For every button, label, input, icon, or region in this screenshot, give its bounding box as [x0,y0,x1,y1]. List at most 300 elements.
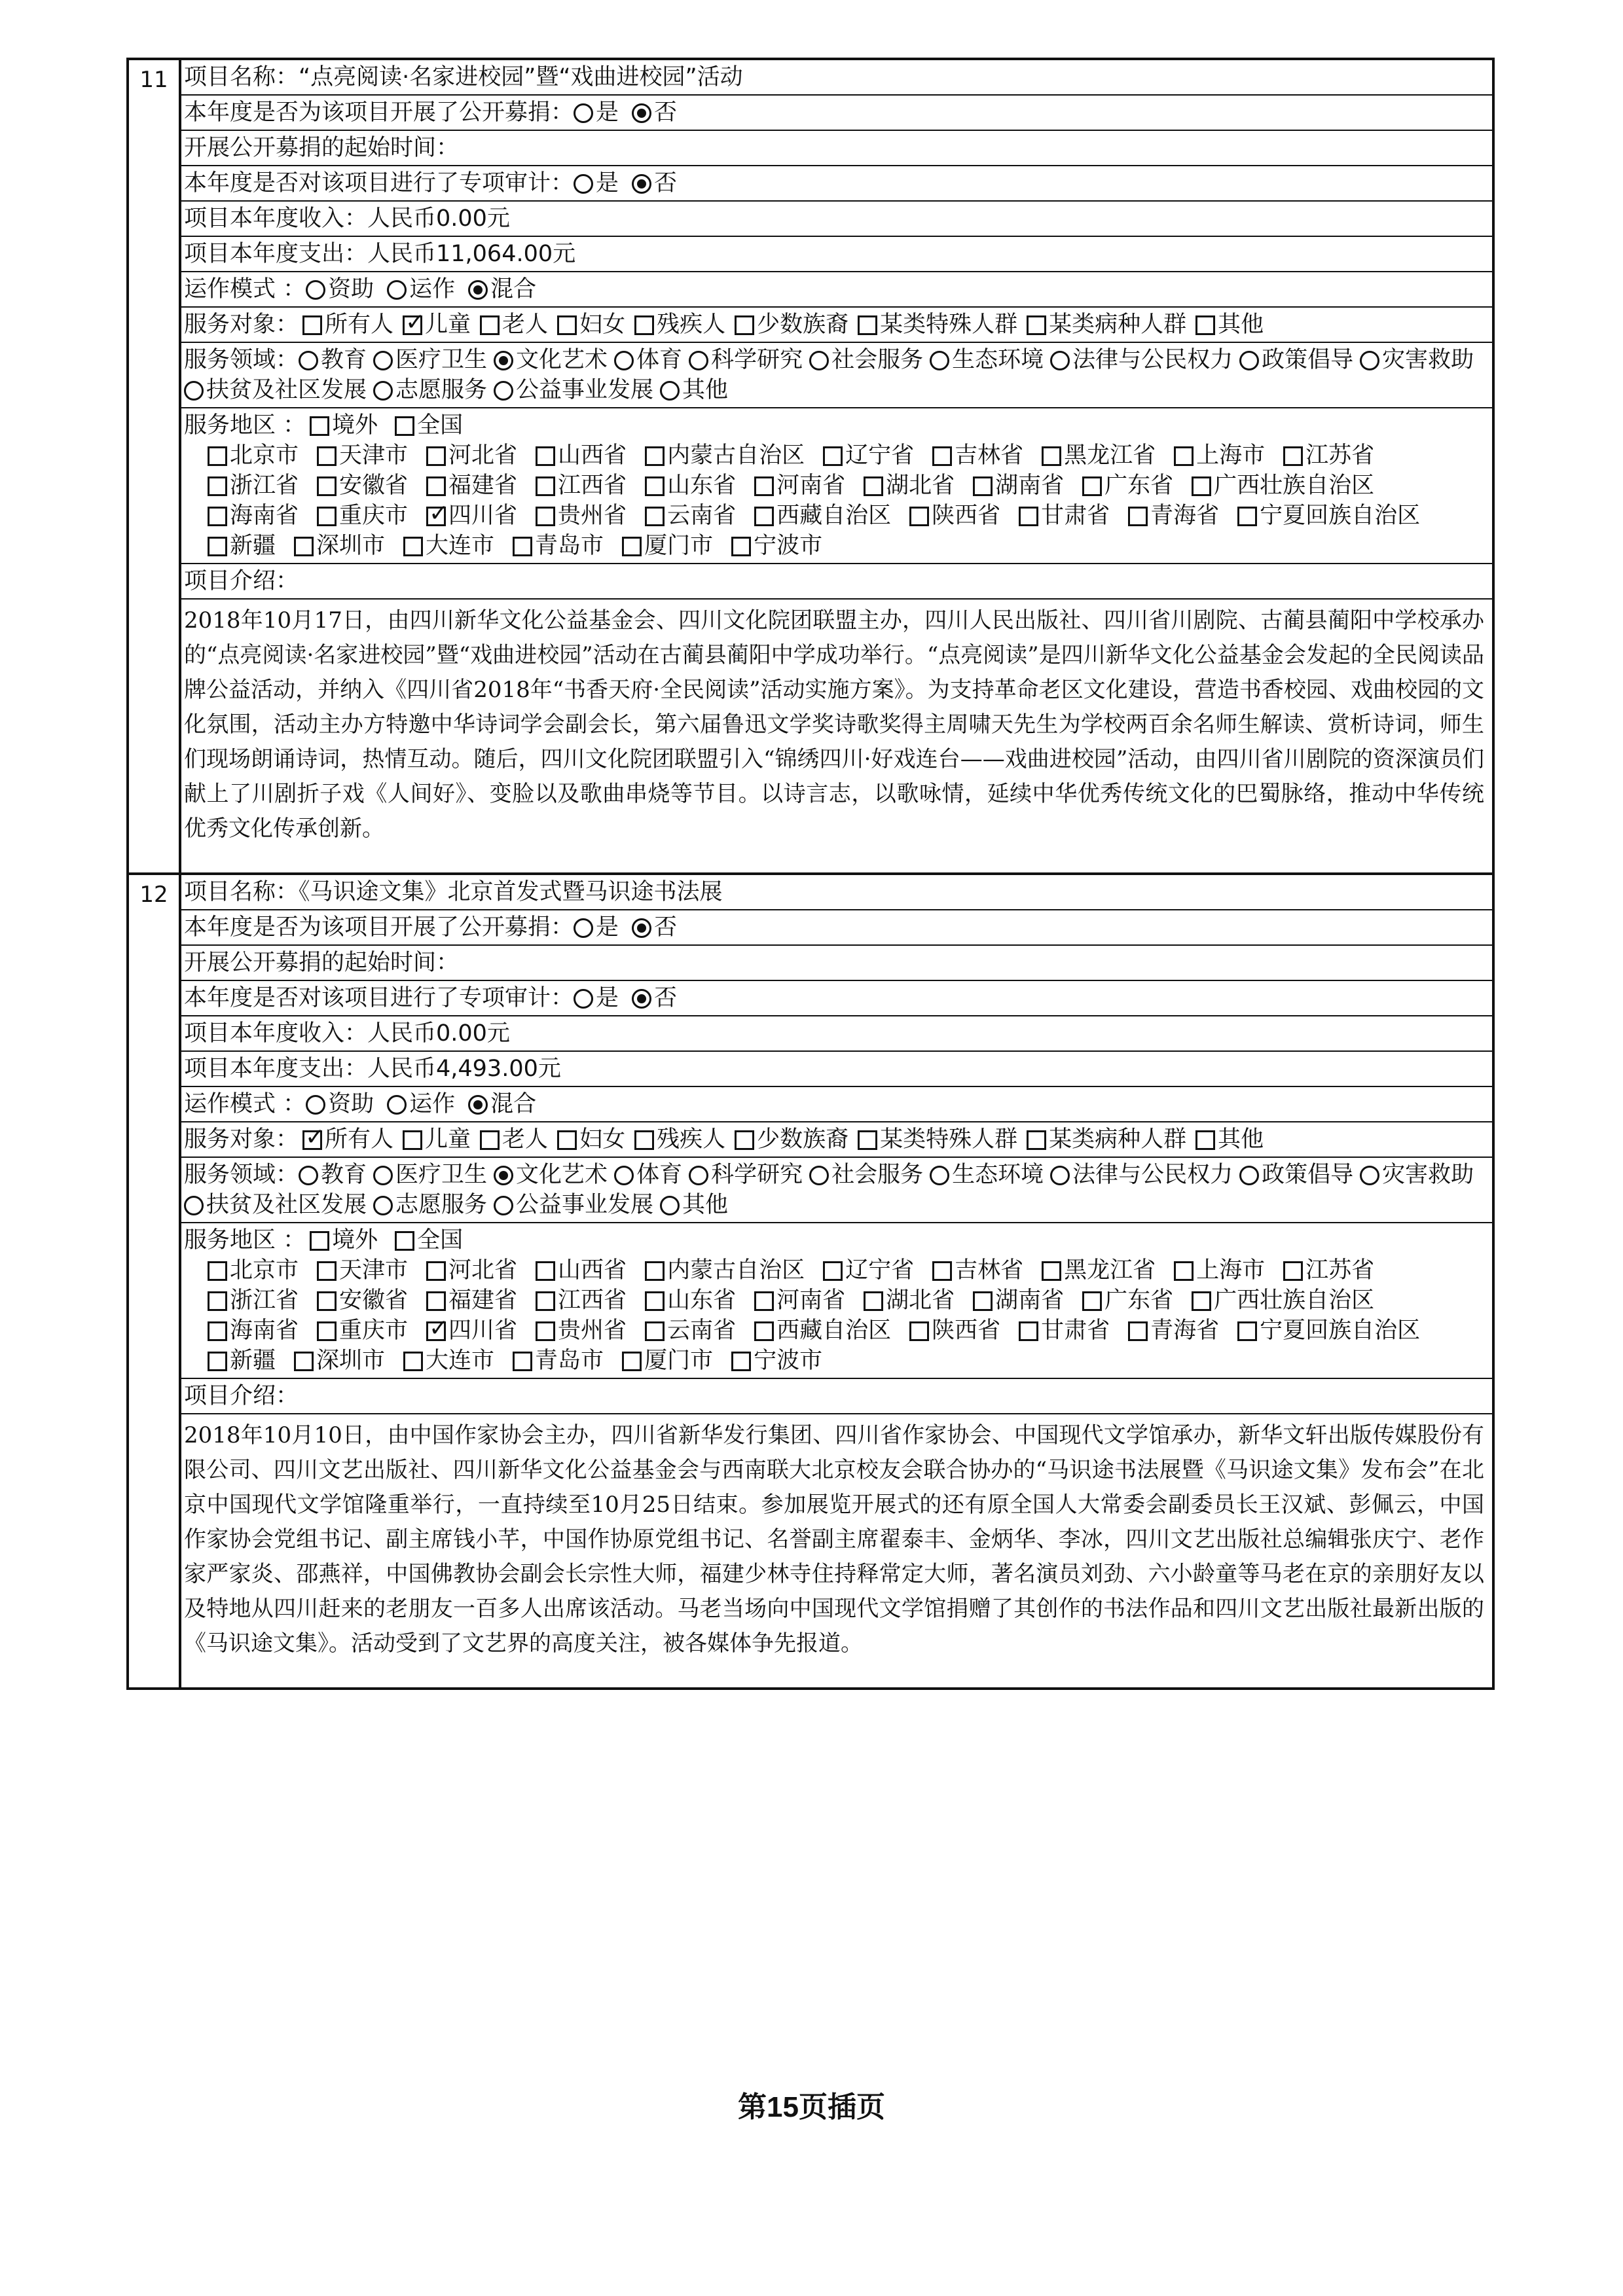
region-option[interactable] [905,1316,1000,1346]
radio-icon[interactable] [930,1166,949,1185]
radio-yes-icon[interactable] [574,103,593,123]
checkbox-icon[interactable] [622,537,642,556]
service-field-option[interactable] [660,1190,728,1220]
checkbox-icon[interactable] [294,537,314,556]
checkbox-icon[interactable] [973,476,993,496]
radio-icon[interactable] [1050,1166,1070,1185]
checkbox-icon[interactable] [1283,1261,1303,1281]
region-option[interactable] [928,1255,1023,1285]
checkbox-icon[interactable] [1019,507,1038,526]
region-option[interactable] [1170,440,1265,471]
service-field-option[interactable] [689,345,803,375]
region-option[interactable] [750,1285,845,1316]
checkbox-icon[interactable] [208,446,227,466]
service-target-option-label: 某类特殊人群 [880,312,1018,338]
checkbox-icon[interactable] [909,507,929,526]
service-field-option[interactable] [494,375,653,405]
service-field-option[interactable] [1360,1160,1474,1190]
region-option[interactable] [819,440,914,471]
radio-icon[interactable] [387,1095,407,1115]
region-option[interactable] [1015,1316,1110,1346]
region-option[interactable] [204,1316,299,1346]
checkbox-icon[interactable] [858,315,877,335]
checkbox-icon[interactable] [403,537,423,556]
checkbox-icon[interactable] [645,1321,665,1341]
region-option-label: 深圳市 [316,1348,386,1374]
region-option[interactable] [641,440,805,471]
audit-option-no[interactable] [632,168,677,198]
checkbox-icon[interactable] [536,507,555,526]
region-option[interactable] [641,1255,805,1285]
service-target-option[interactable] [1192,1124,1264,1155]
checkbox-icon[interactable] [1283,446,1303,466]
radio-icon[interactable] [1239,351,1259,370]
region-option[interactable] [532,471,627,501]
checkbox-icon[interactable] [426,1291,446,1311]
region-option[interactable] [1279,440,1374,471]
service-field-option[interactable] [184,1190,367,1220]
region-option[interactable] [618,1346,713,1376]
checkbox-icon[interactable] [754,476,774,496]
checkbox-icon[interactable] [557,1130,577,1150]
region-option[interactable] [422,1316,517,1346]
radio-icon[interactable] [184,1196,204,1215]
service-target-option[interactable] [731,1124,848,1155]
checkbox-icon[interactable] [1019,1321,1038,1341]
checkbox-icon[interactable] [208,476,227,496]
region-option[interactable] [290,1346,385,1376]
radio-icon[interactable] [689,1166,708,1185]
region-option[interactable] [1188,471,1374,501]
checkbox-icon[interactable] [1195,315,1215,335]
region-option[interactable] [509,531,604,561]
radio-icon[interactable] [494,351,513,370]
radio-icon[interactable] [184,381,204,401]
operation-mode-option[interactable] [306,1089,374,1119]
radio-icon[interactable] [299,1166,318,1185]
checkbox-icon[interactable] [536,1291,555,1311]
operation-mode-option[interactable] [306,274,374,304]
service-field-option[interactable] [614,1160,682,1190]
checkbox-icon[interactable] [1192,1291,1211,1311]
checkbox-icon[interactable] [823,1261,843,1281]
checkbox-icon[interactable] [317,1291,337,1311]
checkbox-icon[interactable] [426,446,446,466]
region-option[interactable] [422,440,517,471]
checkbox-icon[interactable] [208,507,227,526]
checkbox-icon[interactable] [536,1261,555,1281]
region-option[interactable] [532,1285,627,1316]
checkbox-icon[interactable] [426,476,446,496]
radio-yes-icon[interactable] [574,918,593,938]
region-option[interactable] [641,1285,736,1316]
service-field-option[interactable] [1239,345,1353,375]
radio-no-icon[interactable] [632,989,651,1009]
checkbox-icon[interactable] [317,476,337,496]
region-option[interactable] [290,531,385,561]
region-option-label: 山西省 [558,442,627,469]
checkbox-icon[interactable] [858,1130,877,1150]
region-option[interactable] [750,501,891,531]
region-option[interactable] [641,501,736,531]
service-field-option[interactable] [373,1190,487,1220]
operation-mode-option[interactable] [387,274,455,304]
radio-icon[interactable] [468,1095,488,1115]
radio-icon[interactable] [373,1196,393,1215]
service-field-option-label: 文化艺术 [516,347,608,373]
radio-icon[interactable] [468,280,488,300]
region-option-label: 广西壮族自治区 [1214,1287,1375,1314]
checkbox-icon[interactable] [317,1321,337,1341]
region-option[interactable] [1124,501,1219,531]
checkbox-icon[interactable] [1174,1261,1194,1281]
checkbox-icon[interactable] [735,315,754,335]
checkbox-icon[interactable] [645,446,665,466]
checkbox-icon[interactable] [536,446,555,466]
region-option-label: 四川省 [448,1318,518,1344]
region-option[interactable] [905,501,1000,531]
radio-icon[interactable] [494,381,513,401]
checkbox-icon[interactable] [536,1321,555,1341]
checkbox-icon[interactable] [645,476,665,496]
service-field-option[interactable] [1360,345,1474,375]
checkbox-icon[interactable] [754,507,774,526]
checkbox-icon[interactable] [310,416,329,436]
checkbox-icon[interactable] [1027,1130,1046,1150]
region-option[interactable] [860,471,955,501]
region-option[interactable] [204,1255,299,1285]
region-option[interactable] [399,531,494,561]
checkbox-icon[interactable] [317,446,337,466]
annual-income: 项目本年度收入：人民币0.00元 [181,1016,1492,1052]
region-option[interactable] [313,440,408,471]
audit-option-no[interactable] [632,983,677,1013]
region-option-label: 云南省 [667,1318,737,1344]
checkbox-icon[interactable] [302,315,322,335]
service-regions-label: 服务地区 ： [184,1227,306,1253]
region-scope-option[interactable] [306,1225,378,1255]
region-option[interactable] [422,1285,517,1316]
service-target-option-label: 残疾人 [657,312,726,338]
radio-icon[interactable] [809,1166,829,1185]
checkbox-icon[interactable] [403,315,422,335]
checkbox-icon[interactable] [208,1321,227,1341]
fundraising-option-label: 是 [596,914,619,941]
audit-option-yes[interactable] [574,168,619,198]
service-field-option-label: 公益事业发展 [516,377,654,403]
checkbox-icon[interactable] [754,1291,774,1311]
checkbox-icon[interactable] [1082,476,1102,496]
region-option[interactable] [422,501,517,531]
operation-mode-option[interactable] [468,1089,536,1119]
radio-icon[interactable] [614,1166,634,1185]
checkbox-icon[interactable] [480,315,500,335]
service-field-option[interactable] [809,1160,923,1190]
checkbox-icon[interactable] [754,1321,774,1341]
radio-icon[interactable] [387,280,407,300]
service-target-option[interactable] [476,310,548,340]
fundraising-option-no[interactable] [632,98,677,128]
region-option-label: 西藏自治区 [776,1318,892,1344]
checkbox-icon[interactable] [731,537,751,556]
checkbox-icon[interactable] [403,1352,423,1371]
service-target-option[interactable] [731,310,848,340]
fundraising-option-yes[interactable] [574,912,619,942]
fundraising-option-yes[interactable] [574,98,619,128]
checkbox-icon[interactable] [557,315,577,335]
region-option[interactable] [532,1316,627,1346]
service-target-option-label: 妇女 [579,312,626,338]
checkbox-icon[interactable] [426,1261,446,1281]
checkbox-icon[interactable] [480,1130,500,1150]
service-field-option[interactable] [373,375,487,405]
service-field-option[interactable] [1239,1160,1353,1190]
service-field-option[interactable] [930,1160,1044,1190]
region-option[interactable] [928,440,1023,471]
fundraising-start-time: 开展公开募捐的起始时间： [181,131,1492,166]
service-field-option[interactable] [299,345,367,375]
service-field-option[interactable] [614,345,682,375]
checkbox-icon[interactable] [864,476,883,496]
checkbox-icon[interactable] [513,537,532,556]
region-option[interactable] [509,1346,604,1376]
checkbox-icon[interactable] [1195,1130,1215,1150]
radio-icon[interactable] [660,1196,680,1215]
region-option[interactable] [641,1316,736,1346]
checkbox-icon[interactable] [513,1352,532,1371]
region-option[interactable] [1279,1255,1374,1285]
region-option[interactable] [204,440,299,471]
checkbox-icon[interactable] [1128,507,1148,526]
checkbox-icon[interactable] [294,1352,314,1371]
region-option-label: 福建省 [448,1287,518,1314]
radio-icon[interactable] [1360,351,1379,370]
radio-icon[interactable] [614,351,634,370]
region-option[interactable] [750,471,845,501]
region-option[interactable] [532,1255,627,1285]
region-option[interactable] [313,471,408,501]
region-option[interactable] [1233,501,1420,531]
service-field-option[interactable] [1050,345,1233,375]
checkbox-icon[interactable] [317,1261,337,1281]
service-field-option[interactable] [1050,1160,1233,1190]
service-field-option[interactable] [299,1160,367,1190]
region-option[interactable] [422,471,517,501]
checkbox-icon[interactable] [403,1130,422,1150]
service-field-option[interactable] [494,1160,608,1190]
region-option[interactable] [750,1316,891,1346]
region-scope-option[interactable] [306,410,378,440]
radio-icon[interactable] [494,1166,513,1185]
service-target-option[interactable] [1023,310,1186,340]
service-target-option[interactable] [299,1124,393,1155]
checkbox-icon[interactable] [208,1352,227,1371]
checkbox-icon[interactable] [1237,507,1257,526]
checkbox-icon[interactable] [735,1130,754,1150]
checkbox-icon[interactable] [395,416,414,436]
checkbox-icon[interactable] [731,1352,751,1371]
region-scope-option[interactable] [391,1225,463,1255]
service-field-option[interactable] [184,375,367,405]
checkbox-icon[interactable] [622,1352,642,1371]
region-option[interactable] [1015,501,1110,531]
checkbox-icon[interactable] [864,1291,883,1311]
radio-icon[interactable] [689,351,708,370]
region-option[interactable] [532,501,627,531]
service-target-option[interactable] [476,1124,548,1155]
region-option[interactable] [969,471,1064,501]
checkbox-icon[interactable] [932,446,952,466]
region-option-label: 辽宁省 [845,442,915,469]
checkbox-icon[interactable] [208,1261,227,1281]
radio-icon[interactable] [373,1166,393,1185]
checkbox-icon[interactable] [536,476,555,496]
project-fields [181,60,1492,872]
checkbox-icon[interactable] [634,1130,654,1150]
service-regions-label: 服务地区 ： [184,412,306,439]
checkbox-icon[interactable] [973,1291,993,1311]
region-option[interactable] [204,531,276,561]
service-target-option[interactable] [299,310,393,340]
region-option[interactable] [969,1285,1064,1316]
region-option[interactable] [204,471,299,501]
region-option[interactable] [313,501,408,531]
checkbox-icon[interactable] [310,1231,329,1251]
region-option-label: 陕西省 [932,503,1001,529]
checkbox-icon[interactable] [1192,476,1211,496]
region-option[interactable] [313,1316,408,1346]
radio-icon[interactable] [494,1196,513,1215]
region-option-label: 江西省 [558,1287,627,1314]
radio-icon[interactable] [930,351,949,370]
radio-no-icon[interactable] [632,918,651,938]
region-option[interactable] [204,1285,299,1316]
service-target-option[interactable] [630,310,725,340]
checkbox-icon[interactable] [1027,315,1046,335]
radio-icon[interactable] [299,351,318,370]
checkbox-icon[interactable] [1082,1291,1102,1311]
region-option[interactable] [204,1346,276,1376]
region-option[interactable] [313,1285,408,1316]
service-target-option[interactable] [399,310,471,340]
checkbox-icon[interactable] [1042,446,1061,466]
checkbox-icon[interactable] [932,1261,952,1281]
service-field-option[interactable] [660,375,728,405]
region-option[interactable] [204,501,299,531]
service-target-option[interactable] [553,1124,625,1155]
checkbox-icon[interactable] [1042,1261,1061,1281]
region-scope-option[interactable] [391,410,463,440]
operation-mode-option[interactable] [387,1089,455,1119]
region-option[interactable] [618,531,713,561]
region-option[interactable] [727,1346,822,1376]
radio-no-icon[interactable] [632,103,651,123]
project-table [126,58,1495,1690]
region-option[interactable] [819,1255,914,1285]
checkbox-icon[interactable] [645,1291,665,1311]
checkbox-icon[interactable] [208,537,227,556]
radio-yes-icon[interactable] [574,174,593,194]
region-option[interactable] [399,1346,494,1376]
region-option[interactable] [1124,1316,1219,1346]
checkbox-icon[interactable] [317,507,337,526]
service-target-option[interactable] [854,310,1017,340]
checkbox-icon[interactable] [909,1321,929,1341]
service-field-option[interactable] [494,345,608,375]
service-field-option[interactable] [373,345,487,375]
service-target-option[interactable] [553,310,625,340]
service-field-option[interactable] [689,1160,803,1190]
service-target-option[interactable] [630,1124,725,1155]
region-option[interactable] [422,1255,517,1285]
checkbox-icon[interactable] [426,507,446,526]
region-option[interactable] [860,1285,955,1316]
service-fields-row [181,1158,1492,1223]
service-regions-row [181,408,1492,564]
checkbox-icon[interactable] [645,1261,665,1281]
radio-icon[interactable] [1239,1166,1259,1185]
checkbox-icon[interactable] [823,446,843,466]
region-option[interactable] [727,531,822,561]
radio-icon[interactable] [660,381,680,401]
service-field-option[interactable] [494,1190,653,1220]
service-field-option-label: 政策倡导 [1262,1162,1354,1188]
service-field-option[interactable] [373,1160,487,1190]
checkbox-icon[interactable] [208,1291,227,1311]
checkbox-icon[interactable] [302,1130,322,1150]
radio-icon[interactable] [1050,351,1070,370]
radio-icon[interactable] [373,351,393,370]
checkbox-icon[interactable] [1174,446,1194,466]
region-option[interactable] [641,471,736,501]
radio-icon[interactable] [373,381,393,401]
region-option[interactable] [1233,1316,1420,1346]
radio-icon[interactable] [809,351,829,370]
checkbox-icon[interactable] [634,315,654,335]
service-target-option[interactable] [1023,1124,1186,1155]
checkbox-icon[interactable] [426,1321,446,1341]
region-option[interactable] [532,440,627,471]
region-option[interactable] [1078,1285,1173,1316]
region-option[interactable] [1170,1255,1265,1285]
region-option[interactable] [1078,471,1173,501]
audit-option-yes[interactable] [574,983,619,1013]
region-option-label: 内蒙古自治区 [667,442,805,469]
service-field-option[interactable] [809,345,923,375]
radio-no-icon[interactable] [632,174,651,194]
radio-icon[interactable] [1360,1166,1379,1185]
region-option[interactable] [1188,1285,1374,1316]
operation-mode-option[interactable] [468,274,536,304]
radio-yes-icon[interactable] [574,989,593,1009]
service-target-option[interactable] [399,1124,471,1155]
radio-icon[interactable] [306,280,325,300]
checkbox-icon[interactable] [645,507,665,526]
checkbox-icon[interactable] [1237,1321,1257,1341]
service-target-option[interactable] [854,1124,1017,1155]
radio-icon[interactable] [306,1095,325,1115]
fundraising-option-no[interactable] [632,912,677,942]
region-option[interactable] [1038,440,1156,471]
region-option-label: 广东省 [1104,1287,1174,1314]
region-option[interactable] [1038,1255,1156,1285]
region-option-label: 甘肃省 [1041,1318,1110,1344]
region-option[interactable] [313,1255,408,1285]
service-field-option[interactable] [930,345,1044,375]
service-target-option[interactable] [1192,310,1264,340]
checkbox-icon[interactable] [1128,1321,1148,1341]
checkbox-icon[interactable] [395,1231,414,1251]
